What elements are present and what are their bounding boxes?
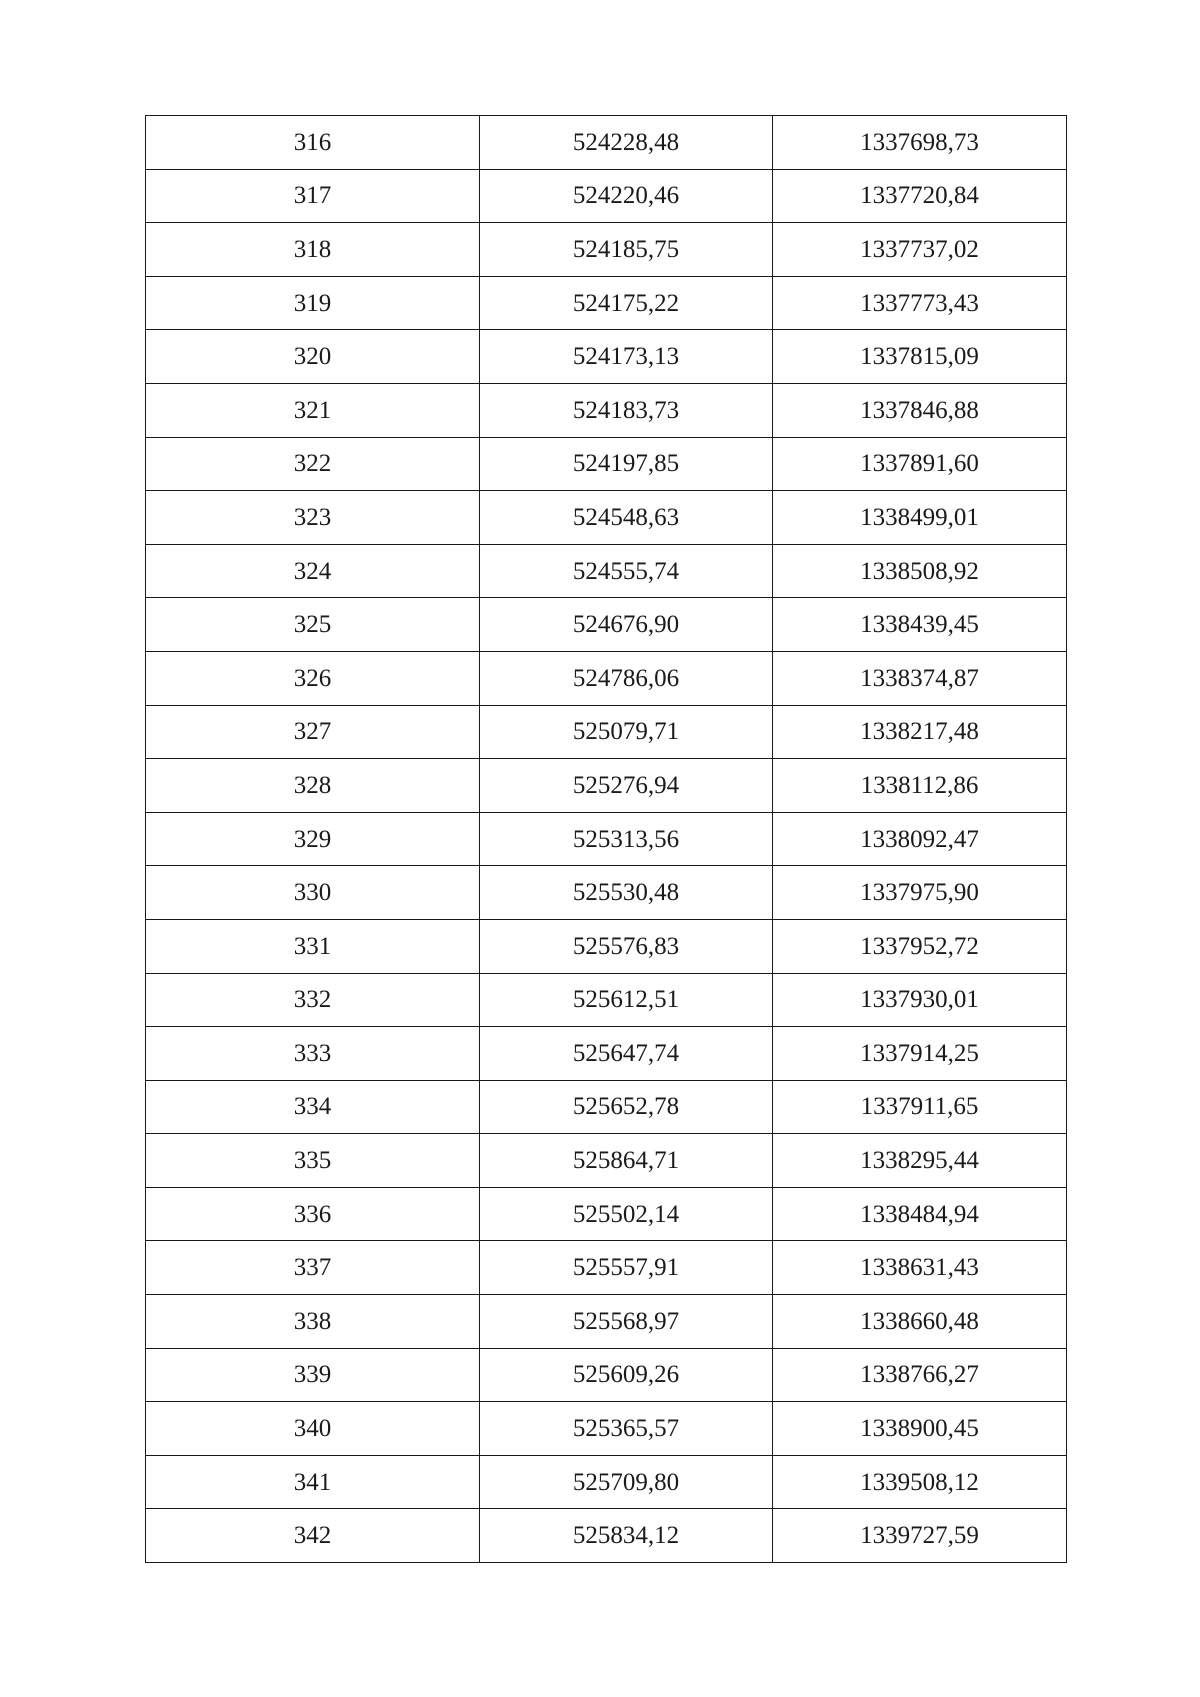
table-row (146, 383, 1067, 437)
point-number-cell: 337 (146, 1241, 480, 1295)
table-row (146, 276, 1067, 330)
point-number-cell: 327 (146, 705, 480, 759)
point-number-cell: 318 (146, 223, 480, 277)
coordinates-table-body (146, 116, 1067, 1563)
y-coordinate-cell: 1339727,59 (773, 1509, 1067, 1563)
y-coordinate-cell: 1339508,12 (773, 1455, 1067, 1509)
table-row (146, 1348, 1067, 1402)
table-row (146, 1241, 1067, 1295)
x-coordinate-cell: 524173,13 (480, 330, 773, 384)
table-row (146, 1134, 1067, 1188)
coordinates-table (145, 115, 1067, 1563)
table-row (146, 437, 1067, 491)
table-row (146, 223, 1067, 277)
x-coordinate-cell: 524197,85 (480, 437, 773, 491)
y-coordinate-cell: 1337698,73 (773, 116, 1067, 170)
table-row (146, 1187, 1067, 1241)
point-number-cell: 323 (146, 491, 480, 545)
point-number-cell: 333 (146, 1027, 480, 1081)
table-row (146, 919, 1067, 973)
x-coordinate-cell: 525576,83 (480, 919, 773, 973)
table-row (146, 705, 1067, 759)
y-coordinate-cell: 1337914,25 (773, 1027, 1067, 1081)
y-coordinate-cell: 1338766,27 (773, 1348, 1067, 1402)
point-number-cell: 335 (146, 1134, 480, 1188)
y-coordinate-cell: 1337773,43 (773, 276, 1067, 330)
y-coordinate-cell: 1337846,88 (773, 383, 1067, 437)
point-number-cell: 320 (146, 330, 480, 384)
y-coordinate-cell: 1338112,86 (773, 759, 1067, 813)
y-coordinate-cell: 1337911,65 (773, 1080, 1067, 1134)
point-number-cell: 336 (146, 1187, 480, 1241)
x-coordinate-cell: 525530,48 (480, 866, 773, 920)
x-coordinate-cell: 525864,71 (480, 1134, 773, 1188)
x-coordinate-cell: 525276,94 (480, 759, 773, 813)
y-coordinate-cell: 1338900,45 (773, 1402, 1067, 1456)
table-row (146, 544, 1067, 598)
y-coordinate-cell: 1338217,48 (773, 705, 1067, 759)
point-number-cell: 325 (146, 598, 480, 652)
x-coordinate-cell: 525652,78 (480, 1080, 773, 1134)
point-number-cell: 341 (146, 1455, 480, 1509)
y-coordinate-cell: 1338484,94 (773, 1187, 1067, 1241)
table-row (146, 1295, 1067, 1349)
y-coordinate-cell: 1338499,01 (773, 491, 1067, 545)
table-row (146, 491, 1067, 545)
table-row (146, 759, 1067, 813)
table-row (146, 973, 1067, 1027)
x-coordinate-cell: 525365,57 (480, 1402, 773, 1456)
point-number-cell: 338 (146, 1295, 480, 1349)
point-number-cell: 322 (146, 437, 480, 491)
y-coordinate-cell: 1337891,60 (773, 437, 1067, 491)
point-number-cell: 324 (146, 544, 480, 598)
x-coordinate-cell: 525568,97 (480, 1295, 773, 1349)
x-coordinate-cell: 525647,74 (480, 1027, 773, 1081)
y-coordinate-cell: 1338374,87 (773, 651, 1067, 705)
table-row (146, 169, 1067, 223)
y-coordinate-cell: 1337720,84 (773, 169, 1067, 223)
point-number-cell: 328 (146, 759, 480, 813)
point-number-cell: 317 (146, 169, 480, 223)
x-coordinate-cell: 524183,73 (480, 383, 773, 437)
y-coordinate-cell: 1337952,72 (773, 919, 1067, 973)
x-coordinate-cell: 524548,63 (480, 491, 773, 545)
x-coordinate-cell: 525609,26 (480, 1348, 773, 1402)
table-row (146, 812, 1067, 866)
point-number-cell: 342 (146, 1509, 480, 1563)
y-coordinate-cell: 1338508,92 (773, 544, 1067, 598)
point-number-cell: 330 (146, 866, 480, 920)
point-number-cell: 334 (146, 1080, 480, 1134)
y-coordinate-cell: 1338631,43 (773, 1241, 1067, 1295)
y-coordinate-cell: 1338439,45 (773, 598, 1067, 652)
x-coordinate-cell: 525557,91 (480, 1241, 773, 1295)
x-coordinate-cell: 525709,80 (480, 1455, 773, 1509)
y-coordinate-cell: 1338660,48 (773, 1295, 1067, 1349)
y-coordinate-cell: 1337975,90 (773, 866, 1067, 920)
point-number-cell: 326 (146, 651, 480, 705)
table-row (146, 1027, 1067, 1081)
point-number-cell: 340 (146, 1402, 480, 1456)
x-coordinate-cell: 524786,06 (480, 651, 773, 705)
table-row (146, 1455, 1067, 1509)
table-row (146, 330, 1067, 384)
x-coordinate-cell: 524185,75 (480, 223, 773, 277)
y-coordinate-cell: 1337930,01 (773, 973, 1067, 1027)
point-number-cell: 332 (146, 973, 480, 1027)
point-number-cell: 321 (146, 383, 480, 437)
point-number-cell: 339 (146, 1348, 480, 1402)
table-row (146, 866, 1067, 920)
y-coordinate-cell: 1337815,09 (773, 330, 1067, 384)
point-number-cell: 331 (146, 919, 480, 973)
x-coordinate-cell: 525834,12 (480, 1509, 773, 1563)
table-row (146, 1080, 1067, 1134)
y-coordinate-cell: 1337737,02 (773, 223, 1067, 277)
point-number-cell: 316 (146, 116, 480, 170)
point-number-cell: 329 (146, 812, 480, 866)
table-row (146, 598, 1067, 652)
table-row (146, 1402, 1067, 1456)
y-coordinate-cell: 1338092,47 (773, 812, 1067, 866)
y-coordinate-cell: 1338295,44 (773, 1134, 1067, 1188)
point-number-cell: 319 (146, 276, 480, 330)
x-coordinate-cell: 525079,71 (480, 705, 773, 759)
x-coordinate-cell: 524175,22 (480, 276, 773, 330)
x-coordinate-cell: 524228,48 (480, 116, 773, 170)
x-coordinate-cell: 525612,51 (480, 973, 773, 1027)
x-coordinate-cell: 525502,14 (480, 1187, 773, 1241)
x-coordinate-cell: 525313,56 (480, 812, 773, 866)
x-coordinate-cell: 524676,90 (480, 598, 773, 652)
table-row (146, 116, 1067, 170)
table-row (146, 651, 1067, 705)
x-coordinate-cell: 524555,74 (480, 544, 773, 598)
table-row (146, 1509, 1067, 1563)
x-coordinate-cell: 524220,46 (480, 169, 773, 223)
